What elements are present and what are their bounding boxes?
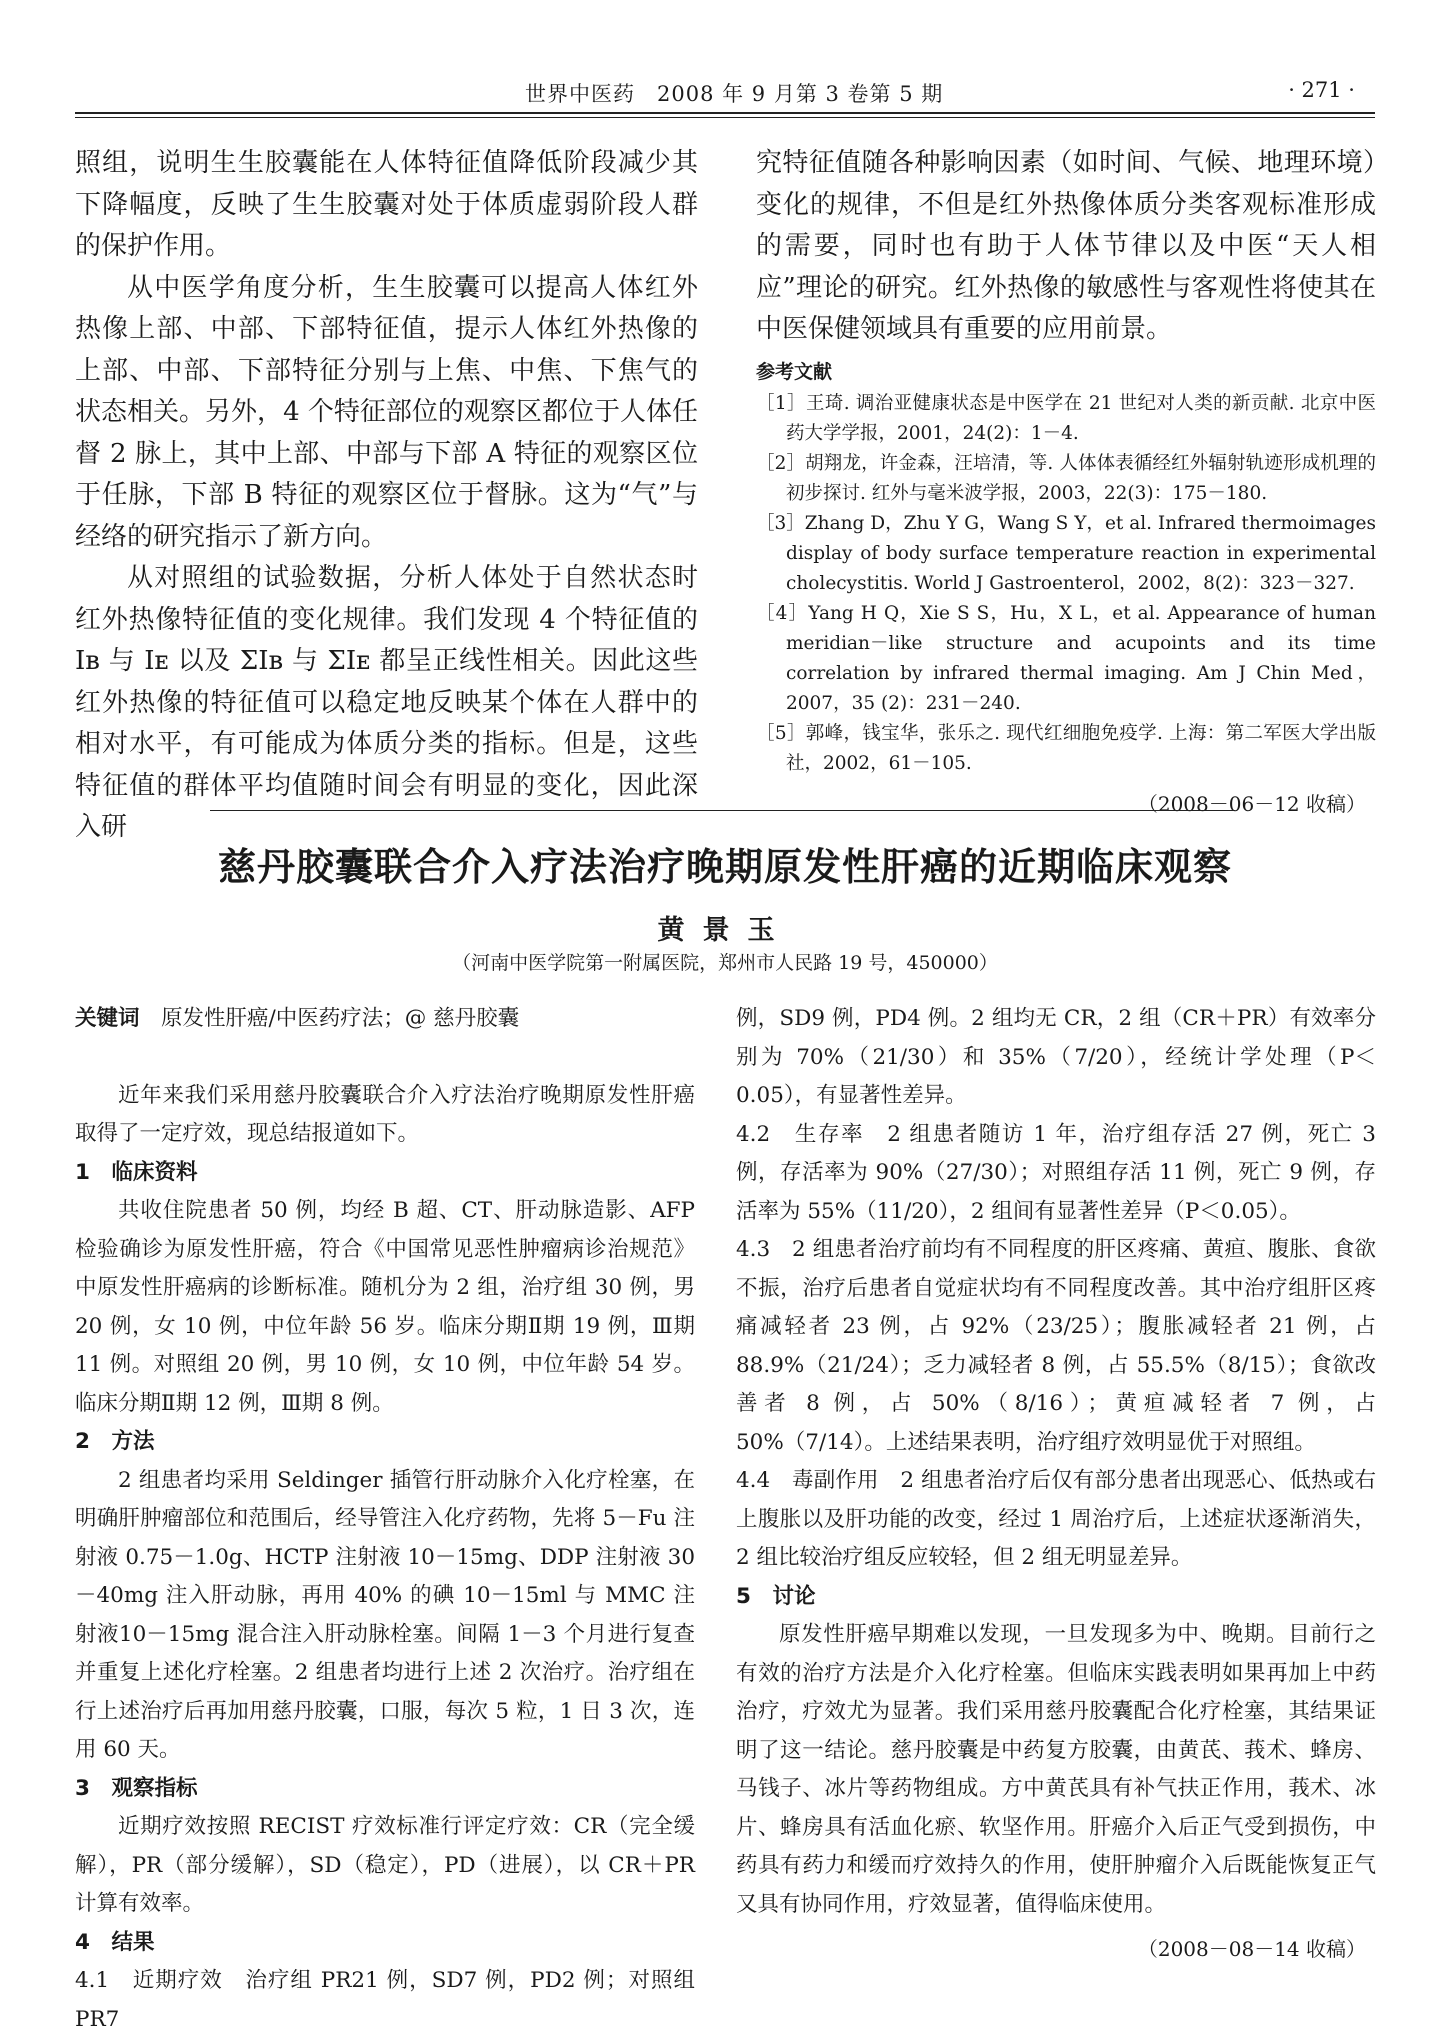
- reference-item: ［4］Yang H Q，Xie S S，Hu，X L，et al. Appearance of human meridian－like structure and acupoints and its time correlation by infrared thermal imaging. Am J Chin Med，2007，35 (2)：231－240.: [756, 602, 1376, 714]
- article1-left-column: [75, 143, 698, 849]
- article2-left-column: [75, 1000, 695, 2039]
- reference-item: ［1］王琦. 调治亚健康状态是中医学在 21 世纪对人类的新贡献. 北京中医药大学学报，2001，24(2)：1－4.: [756, 392, 1376, 444]
- paragraph: 照组，说明生生胶囊能在人体特征值降低阶段减少其下降幅度，反映了生生胶囊对处于体质虚弱阶段人群的保护作用。: [75, 148, 698, 261]
- paragraph: 究特征值随各种影响因素（如时间、气候、地理环境）变化的规律，不但是红外热像体质分类客观标准形成的需要，同时也有助于人体节律以及中医“天人相应”理论的研究。红外热像的敏感性与客观性将使其在中医保健领域具有重要的应用前景。: [756, 148, 1376, 344]
- author: 黄景玉: [657, 915, 793, 946]
- section-heading: 2 方法: [75, 1429, 155, 1454]
- keywords: [75, 1000, 695, 1039]
- page-number: · 271 ·: [1288, 78, 1355, 102]
- reference-item: ［3］Zhang D，Zhu Y G，Wang S Y，et al. Infrared thermoimages display of body surface temperature reaction in experimental cholecystitis. World J Gastroenterol，2002，8(2)：323－327.: [756, 512, 1376, 594]
- paragraph: 4.4 毒副作用 2 组患者治疗后仅有部分患者出现恶心、低热或右上腹胀以及肝功能的改变，经过 1 周治疗后，上述症状逐渐消失，2 组比较治疗组反应较轻，但 2 组无明显差异。: [736, 1468, 1376, 1570]
- section-heading: 5 讨论: [736, 1583, 816, 1609]
- article-title: 慈丹胶囊联合介入疗法治疗晚期原发性肝癌的近期临床观察: [217, 845, 1232, 889]
- header-rule: [75, 112, 1375, 114]
- section-heading: 4 结果: [75, 1929, 155, 1955]
- affiliation: （河南中医学院第一附属医院，郑州市人民路 19 号，450000）: [452, 952, 998, 974]
- references-heading: 参考文献: [756, 360, 833, 383]
- section-heading: 1 临床资料: [75, 1159, 198, 1185]
- paragraph: 共收住院患者 50 例，均经 B 超、CT、肝动脉造影、AFP 检验确诊为原发性肝癌，符合《中国常见恶性肿瘤病诊治规范》中原发性肝癌病的诊断标准。随机分为 2 组，治疗组 30 例，男 20 例，女 10 例，中位年龄 56 岁。临床分期Ⅱ期 19 例，Ⅲ期 11 例。对照组 20 例，男 10 例，女 10 例，中位年龄 54 岁。临床分期Ⅱ期 12 例，Ⅲ期 8 例。: [75, 1198, 695, 1416]
- article1-right-column: [756, 143, 1376, 823]
- intro-paragraph: 近年来我们采用慈丹胶囊联合介入疗法治疗晚期原发性肝癌取得了一定疗效，现总结报道如下。: [75, 1082, 695, 1146]
- paragraph: 原发性肝癌早期难以发现，一旦发现多为中、晚期。目前行之有效的治疗方法是介入化疗栓塞。但临床实践表明如果再加上中药治疗，疗效尤为显著。我们采用慈丹胶囊配合化疗栓塞，其结果证明了这一结论。慈丹胶囊是中药复方胶囊，由黄芪、莪术、蜂房、马钱子、冰片等药物组成。方中黄芪具有补气扶正作用，莪术、冰片、蜂房具有活血化瘀、软坚作用。肝癌介入后正气受到损伤，中药具有药力和缓而疗效持久的作用，使肝肿瘤介入后既能恢复正气又具有协同作用，疗效显著，值得临床使用。: [736, 1622, 1376, 1917]
- received-date: （2008－06－12 收稿）: [1137, 791, 1366, 816]
- paragraph: 4.1 近期疗效 治疗组 PR21 例，SD7 例，PD2 例；对照组 PR7: [75, 1968, 695, 2032]
- paragraph: 从中医学角度分析，生生胶囊可以提高人体红外热像上部、中部、下部特征值，提示人体红外热像的上部、中部、下部特征分别与上焦、中焦、下焦气的状态相关。另外，4 个特征部位的观察区都位于人体任督 2 脉上，其中上部、中部与下部 A 特征的观察区位于任脉，下部 B 特征的观察区位于督脉。这为“气”与经络的研究指示了新方向。: [75, 272, 698, 552]
- paragraph: 4.3 2 组患者治疗前均有不同程度的肝区疼痛、黄疸、腹胀、食欲不振，治疗后患者自觉症状均有不同程度改善。其中治疗组肝区疼痛减轻者 23 例，占 92%（23/25）；腹胀减轻者 21 例，占 88.9%（21/24）；乏力减轻者 8 例，占 55.5%（8/15）；食欲改善者 8 例，占 50%（8/16）；黄疸减轻者 7 例，占 50%（7/14）。上述结果表明，治疗组疗效明显优于对照组。: [736, 1237, 1376, 1455]
- paragraph: 2 组患者均采用 Seldinger 插管行肝动脉介入化疗栓塞，在明确肝肿瘤部位和范围后，经导管注入化疗药物，先将 5－Fu 注射液 0.75－1.0g、HCTP 注射液 10－15mg、DDP 注射液 30－40mg 注入肝动脉，再用 40% 的碘 10－15ml 与 MMC 注射液10－15mg 混合注入肝动脉栓塞。间隔 1－3 个月进行复查并重复上述化疗栓塞。2 组患者均进行上述 2 次治疗。治疗组在行上述治疗后再加用慈丹胶囊，口服，每次 5 粒，1 日 3 次，连用 60 天。: [75, 1467, 695, 1762]
- section-heading: 3 观察指标: [75, 1775, 198, 1801]
- reference-item: ［2］胡翔龙，许金森，汪培清，等. 人体体表循经红外辐射轨迹形成机理的初步探讨. 红外与毫米波学报，2003，22(3)：175－180.: [756, 452, 1376, 504]
- article-divider: [210, 810, 1235, 811]
- keywords-text: 原发性肝癌/中医药疗法；@ 慈丹胶囊: [139, 1006, 520, 1031]
- journal-title: 世界中医药 2008 年 9 月第 3 卷第 5 期: [525, 82, 944, 106]
- article2-right-column: [736, 1000, 1376, 1968]
- reference-item: ［5］郭峰，钱宝华，张乐之. 现代红细胞免疫学. 上海：第二军医大学出版社，2002，61－105.: [756, 722, 1376, 774]
- keywords-label: 关键词: [75, 1006, 140, 1031]
- paragraph: 4.2 生存率 2 组患者随访 1 年，治疗组存活 27 例，死亡 3 例，存活率为 90%（27/30）；对照组存活 11 例，死亡 9 例，存活率为 55%（11/20），2 组间有显著性差异（P＜0.05）。: [736, 1121, 1376, 1224]
- paragraph: 从对照组的试验数据，分析人体处于自然状态时红外热像特征值的变化规律。我们发现 4 个特征值的 Iʙ 与 Iᴇ 以及 ΣIʙ 与 ΣIᴇ 都呈正线性相关。因此这些红外热像的特征值可以稳定地反映某个体在人群中的相对水平，有可能成为体质分类的指标。但是，这些特征值的群体平均值随时间会有明显的变化，因此深入研: [75, 563, 698, 842]
- paragraph: 例，SD9 例，PD4 例。2 组均无 CR，2 组（CR＋PR）有效率分别为 70%（21/30）和 35%（7/20），经统计学处理（P＜0.05），有显著性差异。: [736, 1006, 1376, 1108]
- header-rule-thin: [75, 117, 1375, 118]
- paragraph: 近期疗效按照 RECIST 疗效标准行评定疗效：CR（完全缓解），PR（部分缓解），SD（稳定），PD（进展），以 CR＋PR 计算有效率。: [75, 1814, 695, 1916]
- received-date: （2008－08－14 收稿）: [1137, 1937, 1366, 1961]
